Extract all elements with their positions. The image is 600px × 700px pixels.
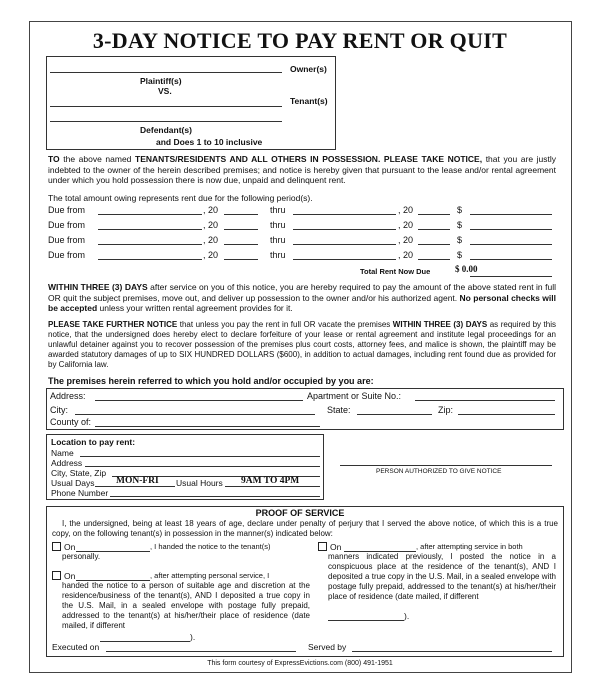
total-rent-label: Total Rent Now Due	[360, 267, 431, 276]
due-year2-line[interactable]	[418, 214, 450, 215]
due-thru-label: thru	[270, 220, 286, 230]
authorized-signature-line[interactable]	[340, 465, 552, 466]
opt2-text: , after attempting personal service, I	[150, 571, 270, 580]
due-from-date-line[interactable]	[98, 214, 202, 215]
pay-city-label: City, State, Zip	[51, 468, 107, 478]
apt-label: Apartment or Suite No.:	[307, 391, 402, 401]
usual-days-label: Usual Days	[51, 478, 95, 488]
due-from-label: Due from	[48, 205, 86, 215]
defendants-line[interactable]	[50, 121, 282, 122]
further-bold2: WITHIN THREE (3) DAYS	[392, 320, 488, 329]
further-bold1: PLEASE TAKE FURTHER NOTICE	[48, 320, 178, 329]
due-dollar-label: $	[457, 250, 463, 260]
zip-label: Zip:	[438, 405, 454, 415]
page-title: 3-DAY NOTICE TO PAY RENT OR QUIT	[92, 28, 508, 53]
usual-hours-line	[225, 486, 320, 487]
due-year2-line[interactable]	[418, 259, 450, 260]
due-year1-line[interactable]	[224, 259, 258, 260]
proof-option-substituted	[52, 571, 75, 582]
due-from-label: Due from	[48, 220, 86, 230]
apt-line[interactable]	[415, 400, 555, 401]
intro-paragraph	[48, 154, 556, 186]
due-year2-label: , 20	[398, 220, 414, 230]
county-line[interactable]	[95, 426, 320, 427]
tenants-line[interactable]	[50, 106, 282, 107]
due-dollar-label: $	[457, 235, 463, 245]
county-label: County of:	[50, 417, 92, 427]
usual-hours-label: Usual Hours	[176, 478, 223, 488]
pay-phone-line[interactable]	[110, 496, 320, 497]
opt2-rest: handed the notice to a person of suitable age and discretion at the residence/business of the tenant(s), AND I deposited a true copy in the U.S. Mail, in a sealed envelope with postage fully prepaid, addressed to the tenant(s) at his/her/their place of residence (date mailed, if different	[62, 581, 310, 630]
due-year2-label: , 20	[398, 235, 414, 245]
opt1-text2: personally.	[62, 552, 101, 561]
total-rent-line	[470, 276, 552, 277]
vs-label: VS.	[158, 86, 172, 96]
due-amount-line[interactable]	[470, 259, 552, 260]
due-year2-label: , 20	[398, 205, 414, 215]
due-dollar-label: $	[457, 220, 463, 230]
executed-on-label: Executed on	[52, 642, 100, 652]
due-year1-label: , 20	[203, 205, 219, 215]
total-owing-label: The total amount owing represents rent due for the following period(s).	[48, 193, 313, 203]
intro-to: TO	[48, 154, 60, 164]
within-text1: after service on you of this notice, you are hereby required to pay the amount of the above stated rent in full OR quit the subject premises, move out, and deliver up possession to the owner and/or his authorized agent.	[48, 282, 556, 303]
intro-lead: the above named	[59, 154, 136, 164]
further-paragraph	[48, 320, 556, 370]
due-year1-line[interactable]	[224, 214, 258, 215]
usual-days-line	[95, 486, 175, 487]
pay-rent-heading: Location to pay rent:	[51, 437, 136, 447]
due-from-label: Due from	[48, 250, 86, 260]
pay-address-line[interactable]	[85, 466, 320, 467]
proof-intro: I, the undersigned, being at least 18 years of age, declare under penalty of perjury that I served the above notice, of which this is a true copy, on the following tenant(s) in possession in the manner(s) indicated below:	[52, 519, 558, 538]
due-amount-line[interactable]	[470, 214, 552, 215]
address-box	[46, 388, 564, 430]
opt1-on: On	[64, 542, 76, 552]
served-by-label: Served by	[308, 642, 347, 652]
within-paragraph	[48, 282, 556, 314]
defendants-label: Defendant(s)	[140, 125, 192, 135]
premises-heading: The premises herein referred to which you hold and/or occupied by you are:	[48, 376, 374, 386]
due-thru-label: thru	[270, 205, 286, 215]
due-year2-line[interactable]	[418, 244, 450, 245]
due-year2-label: , 20	[398, 250, 414, 260]
intro-tenants: TENANTS/RESIDENTS AND ALL OTHERS IN POSSESSION. PLEASE TAKE NOTICE,	[135, 154, 483, 164]
opt2-on: On	[64, 571, 76, 581]
due-year1-line[interactable]	[224, 229, 258, 230]
total-rent-value[interactable]: $ 0.00	[455, 264, 478, 274]
within-bold1: WITHIN THREE (3) DAYS	[48, 282, 148, 292]
opt3-text: , after attempting service in both	[416, 542, 523, 551]
opt3-mailed-line[interactable]	[328, 620, 404, 621]
address-label: Address:	[50, 391, 86, 401]
within-bold2: No personal checks will be accepted	[48, 292, 556, 313]
opt2-end: ).	[190, 632, 196, 642]
due-from-date-line[interactable]	[98, 244, 202, 245]
opt1-text: , I handed the notice to the tenant(s)	[150, 542, 271, 551]
plaintiffs-label: Plaintiff(s)	[140, 76, 182, 86]
state-line[interactable]	[357, 414, 432, 415]
opt3-end: ).	[404, 611, 410, 621]
due-thru-label: thru	[270, 235, 286, 245]
tenants-label: Tenant(s)	[290, 96, 328, 106]
proof-heading: PROOF OF SERVICE	[255, 508, 345, 518]
due-amount-line[interactable]	[470, 244, 552, 245]
owners-line[interactable]	[50, 72, 282, 73]
footer-credit: This form courtesy of ExpressEvictions.com (800) 491-1951	[207, 660, 393, 667]
due-dollar-label: $	[457, 205, 463, 215]
proof-option-posting	[318, 542, 341, 553]
due-year1-line[interactable]	[224, 244, 258, 245]
owners-label: Owner(s)	[290, 64, 327, 74]
due-thru-date-line[interactable]	[293, 214, 396, 215]
due-from-label: Due from	[48, 235, 86, 245]
pay-phone-label: Phone Number	[51, 488, 109, 498]
personal-checkbox[interactable]	[52, 542, 61, 551]
due-year1-label: , 20	[203, 220, 219, 230]
posting-checkbox[interactable]	[318, 542, 327, 551]
due-thru-label: thru	[270, 250, 286, 260]
within-text2: unless your written rental agreement provides for it.	[97, 303, 293, 313]
zip-line[interactable]	[458, 414, 555, 415]
does-label: and Does 1 to 10 inclusive	[156, 137, 263, 147]
due-thru-date-line[interactable]	[293, 244, 396, 245]
pay-address-label: Address	[51, 458, 83, 468]
due-thru-date-line[interactable]	[293, 229, 396, 230]
further-text1: that unless you pay the rent in full OR vacate the premises	[177, 320, 393, 329]
due-from-date-line[interactable]	[98, 259, 202, 260]
intro-rest: that you are justly indebted to the owner of the herein described premises; and notice is hereby given that pursuant to the lease and/or rental agreement under which you hold possession there is now due, unpaid and delinquent rent.	[48, 154, 557, 185]
due-from-date-line[interactable]	[98, 229, 202, 230]
due-year2-line[interactable]	[418, 229, 450, 230]
city-label: City:	[50, 405, 68, 415]
pay-name-label: Name	[51, 448, 74, 458]
served-by-line[interactable]	[352, 651, 552, 652]
opt3-on: On	[330, 542, 342, 552]
usual-hours-value[interactable]: 9AM TO 4PM	[241, 476, 300, 486]
city-line[interactable]	[75, 414, 315, 415]
due-year1-label: , 20	[203, 235, 219, 245]
usual-days-value[interactable]: MON-FRI	[116, 476, 159, 486]
address-line[interactable]	[95, 400, 303, 401]
executed-on-line[interactable]	[106, 651, 296, 652]
due-thru-date-line[interactable]	[293, 259, 396, 260]
person-authorized-label: PERSON AUTHORIZED TO GIVE NOTICE	[376, 468, 502, 475]
pay-name-line[interactable]	[80, 456, 320, 457]
substituted-checkbox[interactable]	[52, 571, 61, 580]
state-label: State:	[327, 405, 351, 415]
due-amount-line[interactable]	[470, 229, 552, 230]
opt3-rest: manners indicated previously, I posted the notice in a conspicuous place at the residence of the tenant(s), AND I deposited a true copy in the U.S. Mail, in a sealed envelope with postage fully prepaid, addressed to the tenant(s) at his/her/their place of residence (date mailed, if different	[328, 552, 556, 601]
opt2-mailed-line[interactable]	[100, 641, 190, 642]
due-year1-label: , 20	[203, 250, 219, 260]
further-text2: as required by this notice, that the undersigned does hereby elect to declare forfeiture of your lease or rental agreement and institute legal proceedings for an unlawful detainer against you to recover possession of the premises plus court costs, attorney fees, and malice is shown, the plaintiff may be awarded statutory damages of up to SIX HUNDRED DOLLARS ($600), in addition to actual damages, including rent found due as provided for by California law.	[48, 320, 556, 369]
